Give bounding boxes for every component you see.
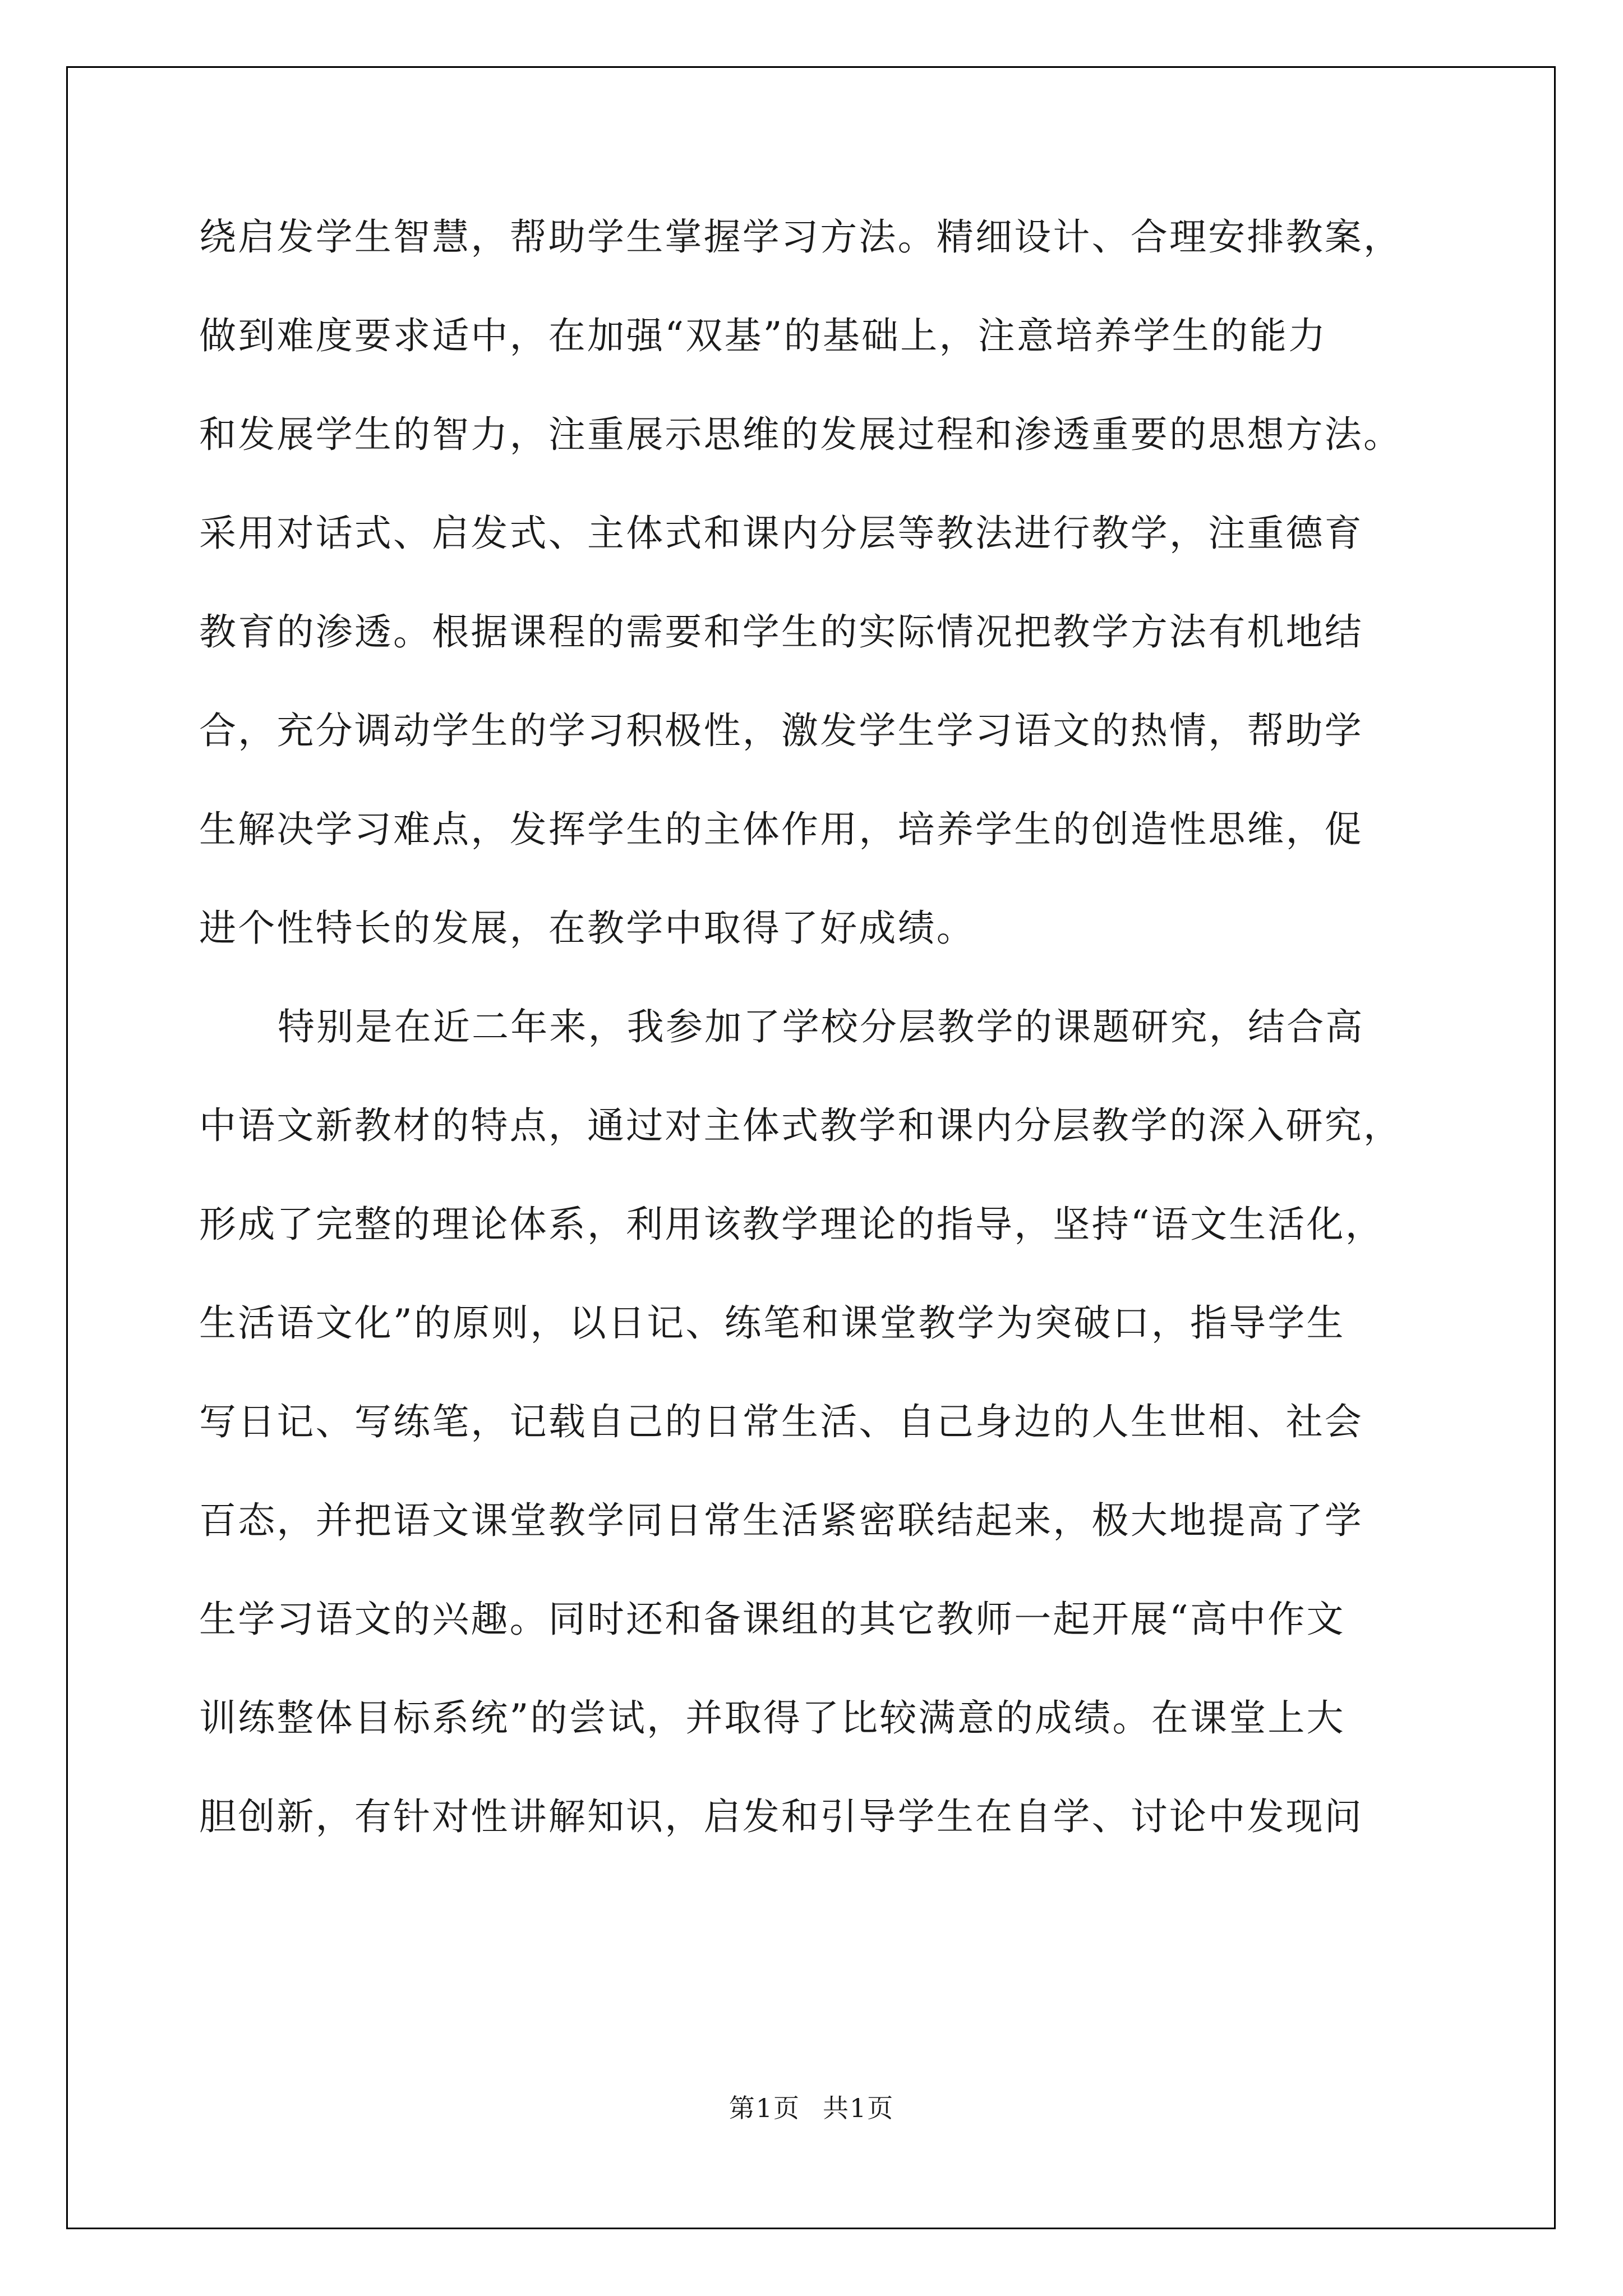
text-line: 采用对话式、启发式、主体式和课内分层等教法进行教学，注重德育 [199,512,1363,555]
text-line: 绕启发学生智慧，帮助学生掌握学习方法。精细设计、合理安排教案， [199,215,1403,259]
document-body [199,206,1433,1885]
text-line: 做到难度要求适中，在加强“双基”的基础上，注意培养学生的能力 [199,314,1327,357]
text-line: 百态，并把语文课堂教学同日常生活紧密联结起来，极大地提高了学 [199,1499,1363,1542]
text-line: 形成了完整的理论体系，利用该教学理论的指导，坚持“语文生活化， [199,1203,1384,1246]
text-line: 胆创新，有针对性讲解知识，启发和引导学生在自学、讨论中发现问 [199,1795,1363,1838]
text-line: 写日记、写练笔，记载自己的日常生活、自己身边的人生世相、社会 [199,1400,1363,1443]
page-total: 共1页 [823,2093,895,2123]
text-line: 训练整体目标系统”的尝试，并取得了比较满意的成绩。在课堂上大 [199,1696,1345,1740]
text-line: 生活语文化”的原则，以日记、练笔和课堂教学为突破口，指导学生 [199,1301,1345,1345]
page-footer [0,2091,1623,2125]
page-number: 第1页 [728,2093,800,2123]
text-line: 和发展学生的智力，注重展示思维的发展过程和渗透重要的思想方法。 [199,413,1403,456]
text-line: 进个性特长的发展，在教学中取得了好成绩。 [199,907,975,950]
text-line: 生解决学习难点，发挥学生的主体作用，培养学生的创造性思维，促 [199,808,1363,851]
paragraph-first-line: 特别是在近二年来，我参加了学校分层教学的课题研究，结合高 [278,1005,1364,1048]
text-line: 教育的渗透。根据课程的需要和学生的实际情况把教学方法有机地结 [199,610,1363,654]
text-line: 生学习语文的兴趣。同时还和备课组的其它教师一起开展“高中作文 [199,1598,1345,1641]
text-line: 中语文新教材的特点，通过对主体式教学和课内分层教学的深入研究， [199,1104,1403,1147]
text-line: 合，充分调动学生的学习积极性，激发学生学习语文的热情，帮助学 [199,709,1363,752]
